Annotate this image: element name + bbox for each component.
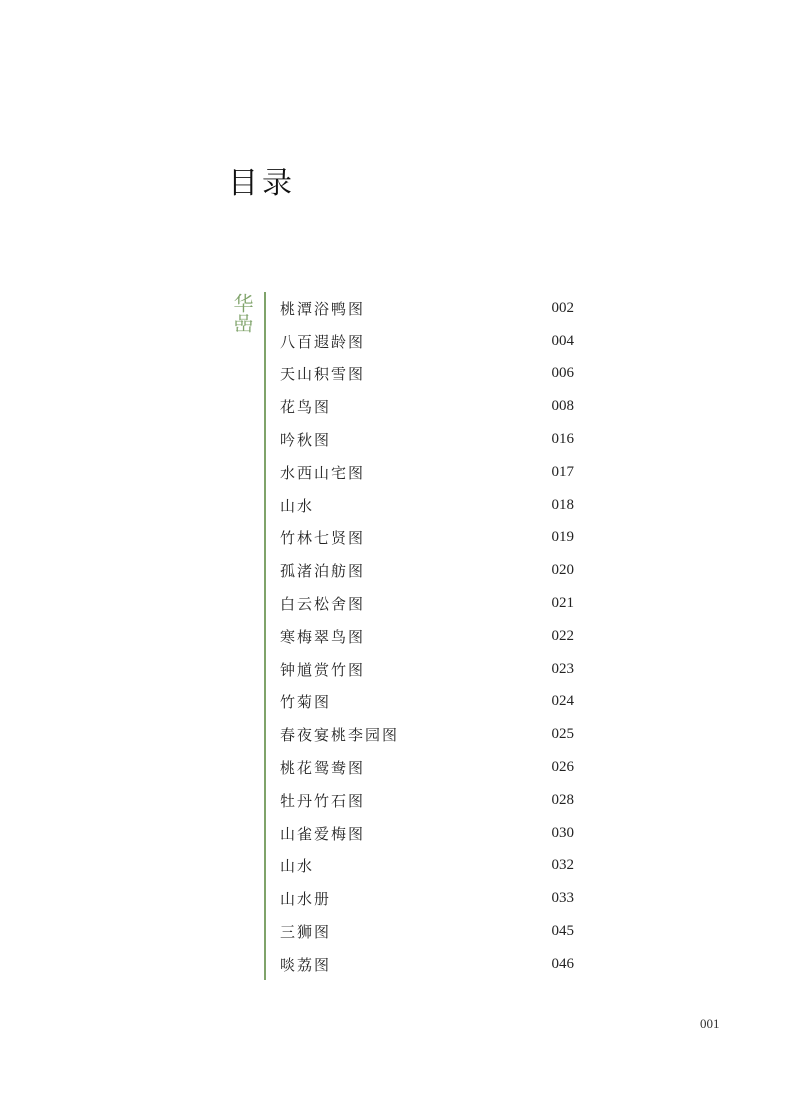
toc-entry-title: 山水	[280, 857, 315, 876]
toc-entry-page: 032	[551, 857, 574, 874]
toc-entry[interactable]	[280, 850, 580, 883]
toc-entry-title: 八百遐龄图	[280, 332, 366, 351]
toc-entry[interactable]	[280, 554, 580, 587]
toc-entry-page: 020	[551, 562, 574, 579]
toc-entry-page: 030	[551, 824, 574, 841]
toc-entry-page: 028	[551, 791, 574, 808]
toc-entry[interactable]	[280, 390, 580, 423]
toc-entry-title: 白云松舍图	[280, 595, 366, 614]
toc-entry-title: 寒梅翠鸟图	[280, 627, 366, 646]
toc-entry[interactable]	[280, 882, 580, 915]
toc-entry-title: 山水册	[280, 890, 332, 909]
toc-entry-title: 牡丹竹石图	[280, 791, 366, 810]
toc-entry-page: 004	[551, 332, 574, 349]
toc-entry-page: 019	[551, 529, 574, 546]
toc-entry-title: 春夜宴桃李园图	[280, 726, 400, 745]
toc-entry[interactable]	[280, 751, 580, 784]
toc-entry-title: 竹菊图	[280, 693, 332, 712]
toc-entry[interactable]	[280, 817, 580, 850]
toc-entry[interactable]	[280, 587, 580, 620]
toc-entry-page: 026	[551, 759, 574, 776]
toc-entry-page: 018	[551, 496, 574, 513]
toc-entry[interactable]	[280, 522, 580, 555]
section-divider	[264, 292, 266, 980]
toc-entry-page: 025	[551, 726, 574, 743]
toc-entry[interactable]	[280, 784, 580, 817]
page-title: 目录	[228, 166, 296, 201]
toc-entry-page: 017	[551, 463, 574, 480]
toc-entry-title: 吟秋图	[280, 431, 332, 450]
toc-entry[interactable]	[280, 915, 580, 948]
toc-entry-page: 006	[551, 365, 574, 382]
toc-entry[interactable]	[280, 653, 580, 686]
toc-entry[interactable]	[280, 456, 580, 489]
toc-entry-page: 023	[551, 660, 574, 677]
toc-entry[interactable]	[280, 358, 580, 391]
section-label: 华嵒	[230, 293, 254, 333]
toc-entry-title: 花鸟图	[280, 398, 332, 417]
page-number: 001	[700, 1016, 720, 1031]
toc-entry-title: 桃花鸳鸯图	[280, 759, 366, 778]
toc-entry-page: 022	[551, 627, 574, 644]
toc-entry-title: 水西山宅图	[280, 463, 366, 482]
toc-entry[interactable]	[280, 718, 580, 751]
toc-entry-page: 002	[551, 299, 574, 316]
toc-entry[interactable]	[280, 423, 580, 456]
toc-entry-page: 024	[551, 693, 574, 710]
toc-entry-title: 桃潭浴鸭图	[280, 299, 366, 318]
toc-entry-title: 啖荔图	[280, 955, 332, 974]
toc-entry-title: 钟馗赏竹图	[280, 660, 366, 679]
toc-entry-title: 孤渚泊舫图	[280, 562, 366, 581]
toc-entry[interactable]	[280, 489, 580, 522]
toc-entry[interactable]	[280, 948, 580, 981]
toc-list	[280, 292, 580, 981]
toc-entry[interactable]	[280, 292, 580, 325]
toc-entry-title: 三狮图	[280, 923, 332, 942]
toc-entry-title: 山雀爱梅图	[280, 824, 366, 843]
toc-entry[interactable]	[280, 620, 580, 653]
toc-entry-title: 山水	[280, 496, 315, 515]
toc-entry-page: 046	[551, 955, 574, 972]
toc-entry-page: 021	[551, 595, 574, 612]
toc-entry-title: 竹林七贤图	[280, 529, 366, 548]
toc-entry-title: 天山积雪图	[280, 365, 366, 384]
toc-entry[interactable]	[280, 325, 580, 358]
toc-entry[interactable]	[280, 686, 580, 719]
toc-entry-page: 033	[551, 890, 574, 907]
toc-entry-page: 045	[551, 923, 574, 940]
toc-entry-page: 016	[551, 431, 574, 448]
toc-entry-page: 008	[551, 398, 574, 415]
